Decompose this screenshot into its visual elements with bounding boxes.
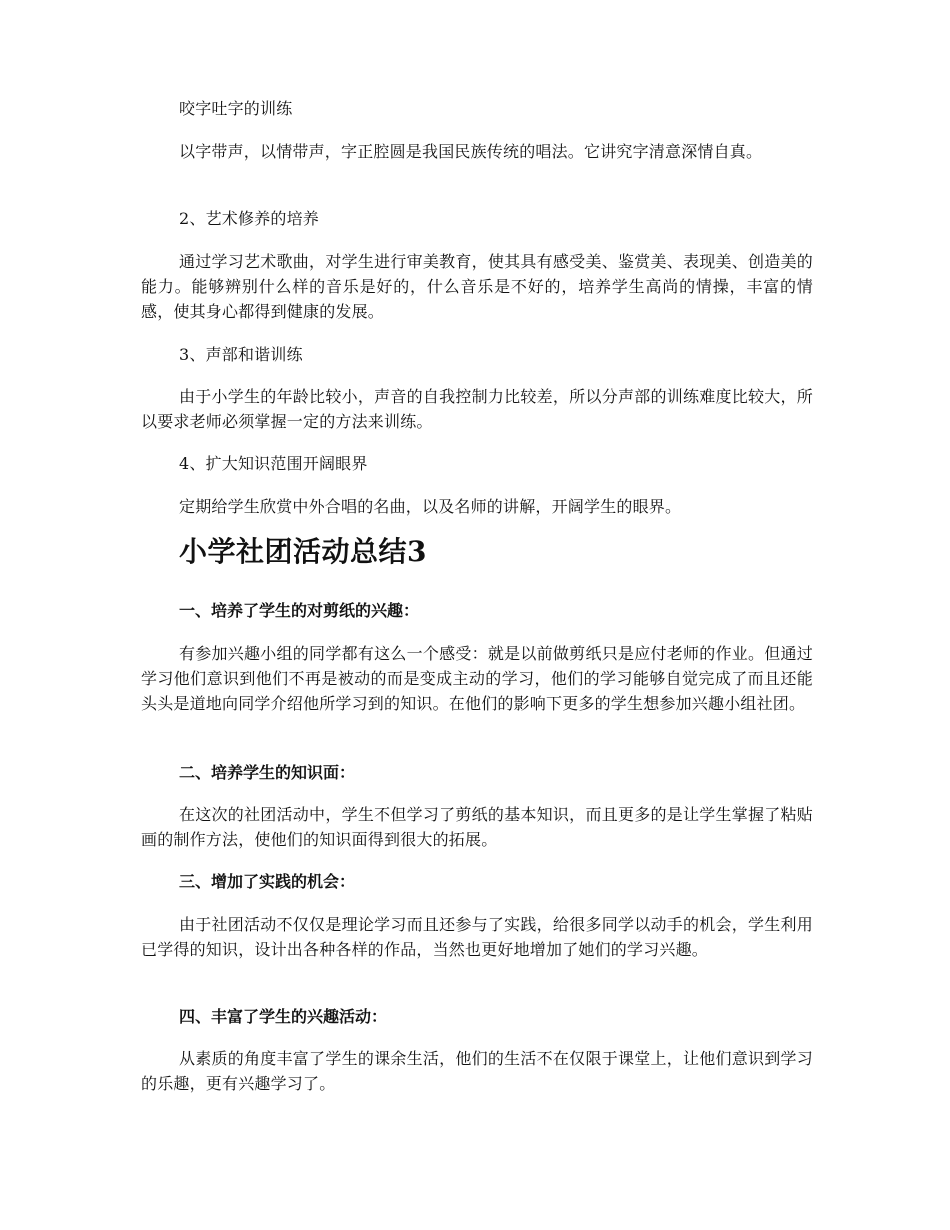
- paragraph-subheading: 3、声部和谐训练: [179, 345, 303, 364]
- section-body: 有参加兴趣小组的同学都有这么一个感受：就是以前做剪纸只是应付老师的作业。但通过学习他们意识到他们不再是被动的而是变成主动的学习，他们的学习能够自觉完成了而且还能头头是道地向同学介绍他所学习到的知识。在他们的影响下更多的学生想参加兴趣小组社团。: [141, 644, 813, 713]
- paragraph-subheading: 咬字吐字的训练: [179, 99, 293, 118]
- section-heading: 一、培养了学生的对剪纸的兴趣：: [179, 601, 420, 620]
- section-heading: 二、培养学生的知识面：: [179, 763, 356, 782]
- section-body: 在这次的社团活动中，学生不但学习了剪纸的基本知识，而且更多的是让学生掌握了粘贴画的制作方法，使他们的知识面得到很大的拓展。: [141, 805, 813, 849]
- paragraph-body: 通过学习艺术歌曲，对学生进行审美教育，使其具有感受美、鉴赏美、表现美、创造美的能力。能够辨别什么样的音乐是好的，什么音乐是不好的，培养学生高尚的情操，丰富的情感，使其身心都得到健康的发展。: [141, 252, 813, 321]
- paragraph-subheading: 4、扩大知识范围开阔眼界: [179, 454, 368, 473]
- section-heading: 四、丰富了学生的兴趣活动：: [179, 1007, 388, 1026]
- paragraph-body: 定期给学生欣赏中外合唱的名曲，以及名师的讲解，开阔学生的眼界。: [179, 497, 682, 516]
- section-body: 从素质的角度丰富了学生的课余生活，他们的生活不在仅限于课堂上，让他们意识到学习的乐趣，更有兴趣学习了。: [141, 1049, 813, 1093]
- section-title: 小学社团活动总结3: [179, 535, 427, 568]
- paragraph-body: 以字带声，以情带声，字正腔圆是我国民族传统的唱法。它讲究字清意深情自真。: [179, 142, 763, 161]
- paragraph-subheading: 2、艺术修养的培养: [179, 209, 319, 228]
- section-body: 由于社团活动不仅仅是理论学习而且还参与了实践，给很多同学以动手的机会，学生利用已学得的知识，设计出各种各样的作品，当然也更好地增加了她们的学习兴趣。: [141, 915, 813, 959]
- paragraph-body: 由于小学生的年龄比较小，声音的自我控制力比较差，所以分声部的训练难度比较大，所以要求老师必须掌握一定的方法来训练。: [141, 387, 813, 431]
- section-heading: 三、增加了实践的机会：: [179, 872, 356, 891]
